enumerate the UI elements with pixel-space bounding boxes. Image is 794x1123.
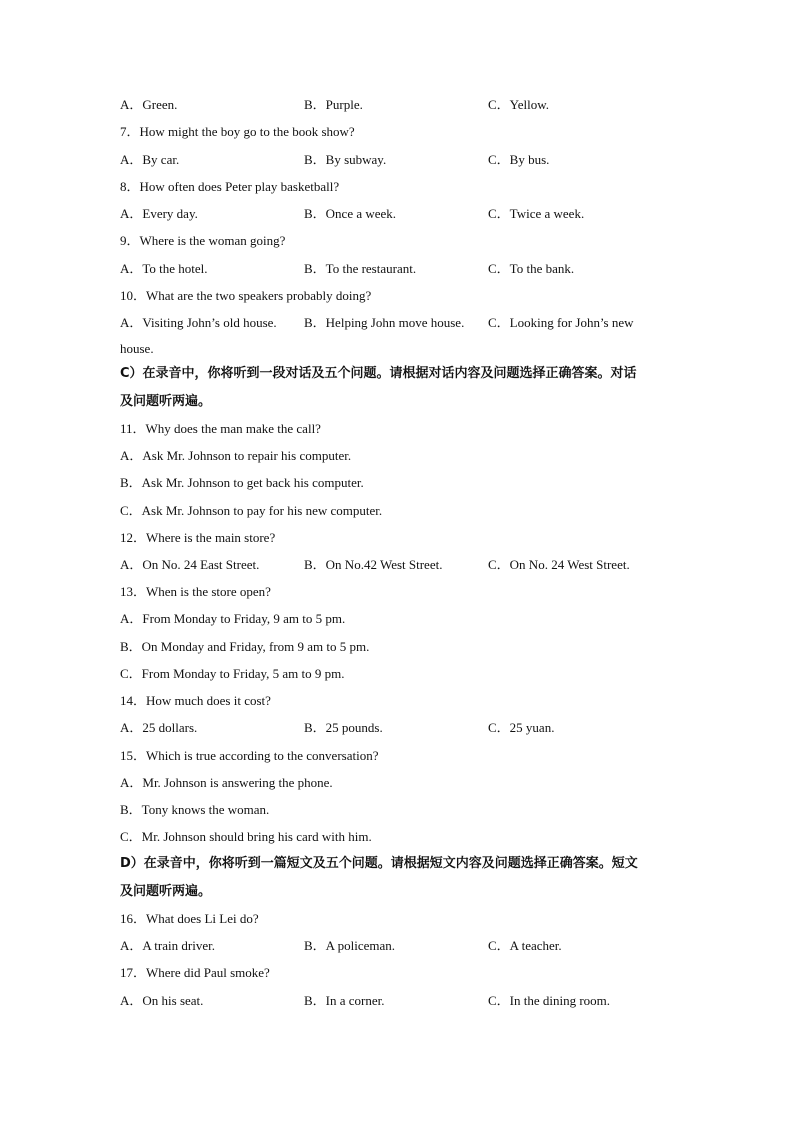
question-text: C．Mr. Johnson should bring his card with him. <box>120 829 372 844</box>
answer-option-a: A．Every day. <box>120 206 198 221</box>
answer-option-a: A．On his seat. <box>120 993 204 1008</box>
answer-option-c: C．Twice a week. <box>488 206 585 221</box>
section-instruction: D）在录音中，你将听到一篇短文及五个问题。请根据短文内容及问题选择正确答案。短文 <box>120 856 638 871</box>
answer-option-b: B．On No.42 West Street. <box>304 557 443 572</box>
question-text: house. <box>120 341 154 356</box>
answer-option-c: C．In the dining room. <box>488 993 611 1008</box>
answer-option-a: A．On No. 24 East Street. <box>120 557 260 572</box>
section-instruction: 及问题听两遍。 <box>120 394 212 409</box>
answer-option-c: C．To the bank. <box>488 261 575 276</box>
question-text: B．Ask Mr. Johnson to get back his computer. <box>120 475 364 490</box>
answer-option-c: C．25 yuan. <box>488 720 555 735</box>
answer-option-a: A．To the hotel. <box>120 261 208 276</box>
question-text: C．Ask Mr. Johnson to pay for his new computer. <box>120 503 383 518</box>
question-text: 11．Why does the man make the call? <box>120 421 321 436</box>
answer-option-b: B．Once a week. <box>304 206 397 221</box>
question-text: 17．Where did Paul smoke? <box>120 965 270 980</box>
answer-option-c: C．A teacher. <box>488 938 562 953</box>
answer-option-b: B．25 pounds. <box>304 720 383 735</box>
section-instruction: 及问题听两遍。 <box>120 884 212 899</box>
answer-option-a: A．By car. <box>120 152 180 167</box>
answer-option-b: B．By subway. <box>304 152 387 167</box>
question-text: 7．How might the boy go to the book show? <box>120 124 355 139</box>
question-text: 10．What are the two speakers probably doing? <box>120 288 372 303</box>
answer-option-b: B．Purple. <box>304 97 363 112</box>
answer-option-a: A．A train driver. <box>120 938 215 953</box>
question-text: 15．Which is true according to the conversation? <box>120 748 379 763</box>
answer-option-b: B．Helping John move house. <box>304 315 465 330</box>
question-text: 16．What does Li Lei do? <box>120 911 259 926</box>
question-text: C．From Monday to Friday, 5 am to 9 pm. <box>120 666 345 681</box>
question-text: B．Tony knows the woman. <box>120 802 270 817</box>
answer-option-b: B．A policeman. <box>304 938 395 953</box>
answer-option-a: A．Green. <box>120 97 178 112</box>
answer-option-b: B．In a corner. <box>304 993 385 1008</box>
answer-option-c: C．Looking for John’s new <box>488 315 634 330</box>
question-text: 9．Where is the woman going? <box>120 233 286 248</box>
question-text: 14．How much does it cost? <box>120 693 271 708</box>
answer-option-c: C．Yellow. <box>488 97 550 112</box>
answer-option-a: A．25 dollars. <box>120 720 198 735</box>
question-text: A．Ask Mr. Johnson to repair his computer. <box>120 448 352 463</box>
question-text: 12．Where is the main store? <box>120 530 276 545</box>
answer-option-b: B．To the restaurant. <box>304 261 417 276</box>
answer-option-c: C．On No. 24 West Street. <box>488 557 630 572</box>
question-text: A．Mr. Johnson is answering the phone. <box>120 775 333 790</box>
question-text: A．From Monday to Friday, 9 am to 5 pm. <box>120 611 346 626</box>
answer-option-c: C．By bus. <box>488 152 550 167</box>
question-text: 13．When is the store open? <box>120 584 271 599</box>
question-text: B．On Monday and Friday, from 9 am to 5 pm. <box>120 639 370 654</box>
answer-option-a: A．Visiting John’s old house. <box>120 315 277 330</box>
section-instruction: C）在录音中，你将听到一段对话及五个问题。请根据对话内容及问题选择正确答案。对话 <box>120 366 637 381</box>
question-text: 8．How often does Peter play basketball? <box>120 179 340 194</box>
